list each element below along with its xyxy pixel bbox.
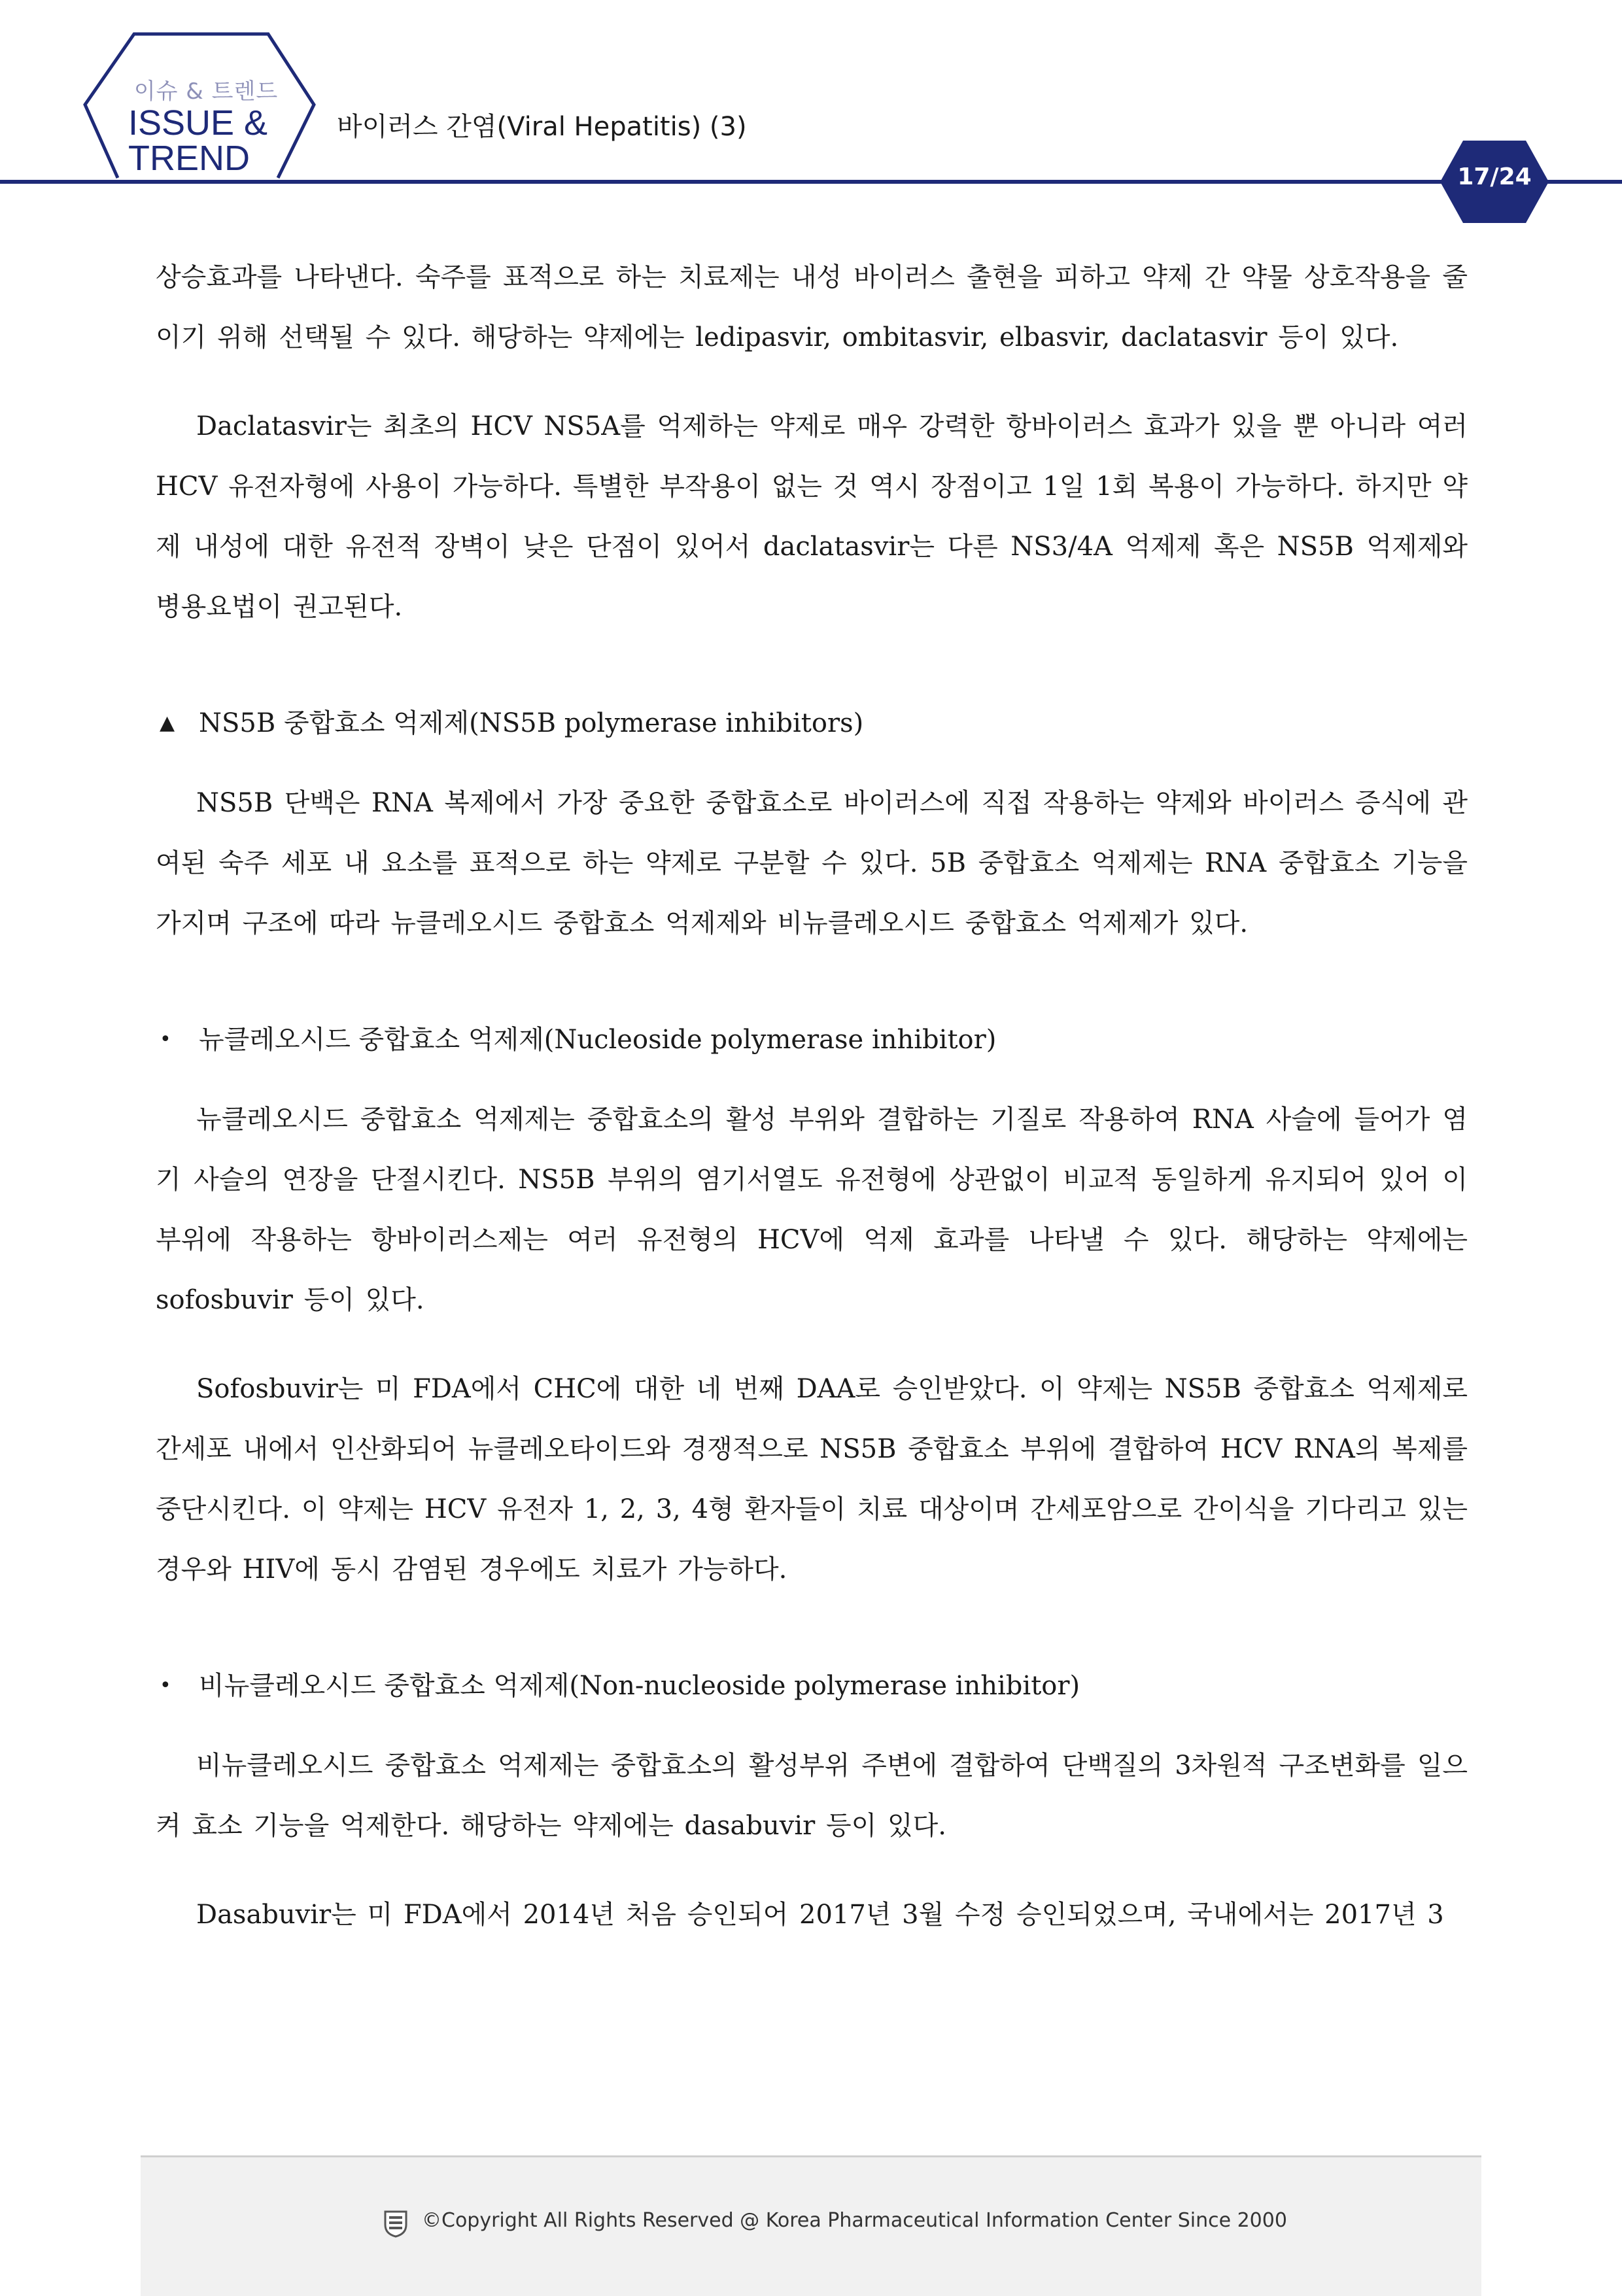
dot-bullet-icon: • xyxy=(160,1674,171,1697)
triangle-bullet-icon: ▲ xyxy=(160,711,175,734)
kpic-shield-icon xyxy=(383,2209,409,2238)
badge-trend: TREND xyxy=(128,139,250,178)
section-heading-text: NS5B 중합효소 억제제(NS5B polymerase inhibitors) xyxy=(199,708,864,738)
section-heading-ns5b xyxy=(156,693,1468,753)
paragraph-4: 뉴클레오시드 중합효소 억제제는 중합효소의 활성 부위와 결합하는 기질로 작용하여 RNA 사슬에 들어가 염기 사슬의 연장을 단절시킨다. NS5B 부위의 염기서열도 유전형에 상관없이 비교적 동일하게 유지되어 있어 이 부위에 작용하는 항바이러스제는 여러 유전형의 HCV에 억제 효과를 나타낼 수 있다. 해당하는 약제에는 sofosbuvir 등이 있다. xyxy=(156,1105,1468,1315)
dot-bullet-icon: • xyxy=(160,1028,171,1051)
page-title: 바이러스 간염(Viral Hepatitis) (3) xyxy=(337,112,747,142)
section-heading-non-nucleoside xyxy=(156,1656,1468,1716)
paragraph-5: Sofosbuvir는 미 FDA에서 CHC에 대한 네 번째 DAA로 승인받았다. 이 약제는 NS5B 중합효소 억제제로 간세포 내에서 인산화되어 뉴클레오타이드와 경쟁적으로 NS5B 중합효소 부위에 결합하여 HCV RNA의 복제를 중단시킨다. 이 약제는 HCV 유전자 1, 2, 3, 4형 환자들이 치료 대상이며 간세포암으로 간이식을 기다리고 있는 경우와 HIV에 동시 감염된 경우에도 치료가 가능하다. xyxy=(156,1374,1468,1585)
section-heading-text: 비뉴클레오시드 중합효소 억제제(Non-nucleoside polymerase inhibitor) xyxy=(199,1671,1080,1701)
footer-copyright: ©Copyright All Rights Reserved @ Korea Pharmaceutical Information Center Since 2000 xyxy=(422,2209,1287,2232)
badge-issue: ISSUE & xyxy=(128,103,268,143)
page-header xyxy=(0,0,1622,235)
section-heading-text: 뉴클레오시드 중합효소 억제제(Nucleoside polymerase inhibitor) xyxy=(199,1025,997,1055)
paragraph-3: NS5B 단백은 RNA 복제에서 가장 중요한 중합효소로 바이러스에 직접 작용하는 약제와 바이러스 증식에 관여된 숙주 세포 내 요소를 표적으로 하는 약제로 구분할 수 있다. 5B 중합효소 억제제는 RNA 중합효소 기능을 가지며 구조에 따라 뉴클레오시드 중합효소 억제제와 비뉴클레오시드 중합효소 억제제가 있다. xyxy=(156,788,1468,938)
badge-kicker: 이슈 & 트렌드 xyxy=(133,78,279,105)
paragraph-6: 비뉴클레오시드 중합효소 억제제는 중합효소의 활성부위 주변에 결합하여 단백질의 3차원적 구조변화를 일으켜 효소 기능을 억제한다. 해당하는 약제에는 dasabuvir 등이 있다. xyxy=(156,1751,1468,1841)
paragraph-7: Dasabuvir는 미 FDA에서 2014년 처음 승인되어 2017년 3월 수정 승인되었으며, 국내에서는 2017년 3 xyxy=(196,1900,1444,1930)
page-number: 17/24 xyxy=(1457,163,1532,190)
paragraph-1: 상승효과를 나타낸다. 숙주를 표적으로 하는 치료제는 내성 바이러스 출현을 피하고 약제 간 약물 상호작용을 줄이기 위해 선택될 수 있다. 해당하는 약제에는 ledipasvir, ombitasvir, elbasvir, daclatasvir 등이 있다. xyxy=(156,262,1468,352)
section-heading-nucleoside xyxy=(156,1010,1468,1070)
article-body xyxy=(156,247,1468,1974)
paragraph-2: Daclatasvir는 최초의 HCV NS5A를 억제하는 약제로 매우 강력한 항바이러스 효과가 있을 뿐 아니라 여러 HCV 유전자형에 사용이 가능하다. 특별한 부작용이 없는 것 역시 장점이고 1일 1회 복용이 가능하다. 하지만 약제 내성에 대한 유전적 장벽이 낮은 단점이 있어서 daclatasvir는 다른 NS3/4A 억제제 혹은 NS5B 억제제와 병용요법이 권고된다. xyxy=(156,411,1468,622)
